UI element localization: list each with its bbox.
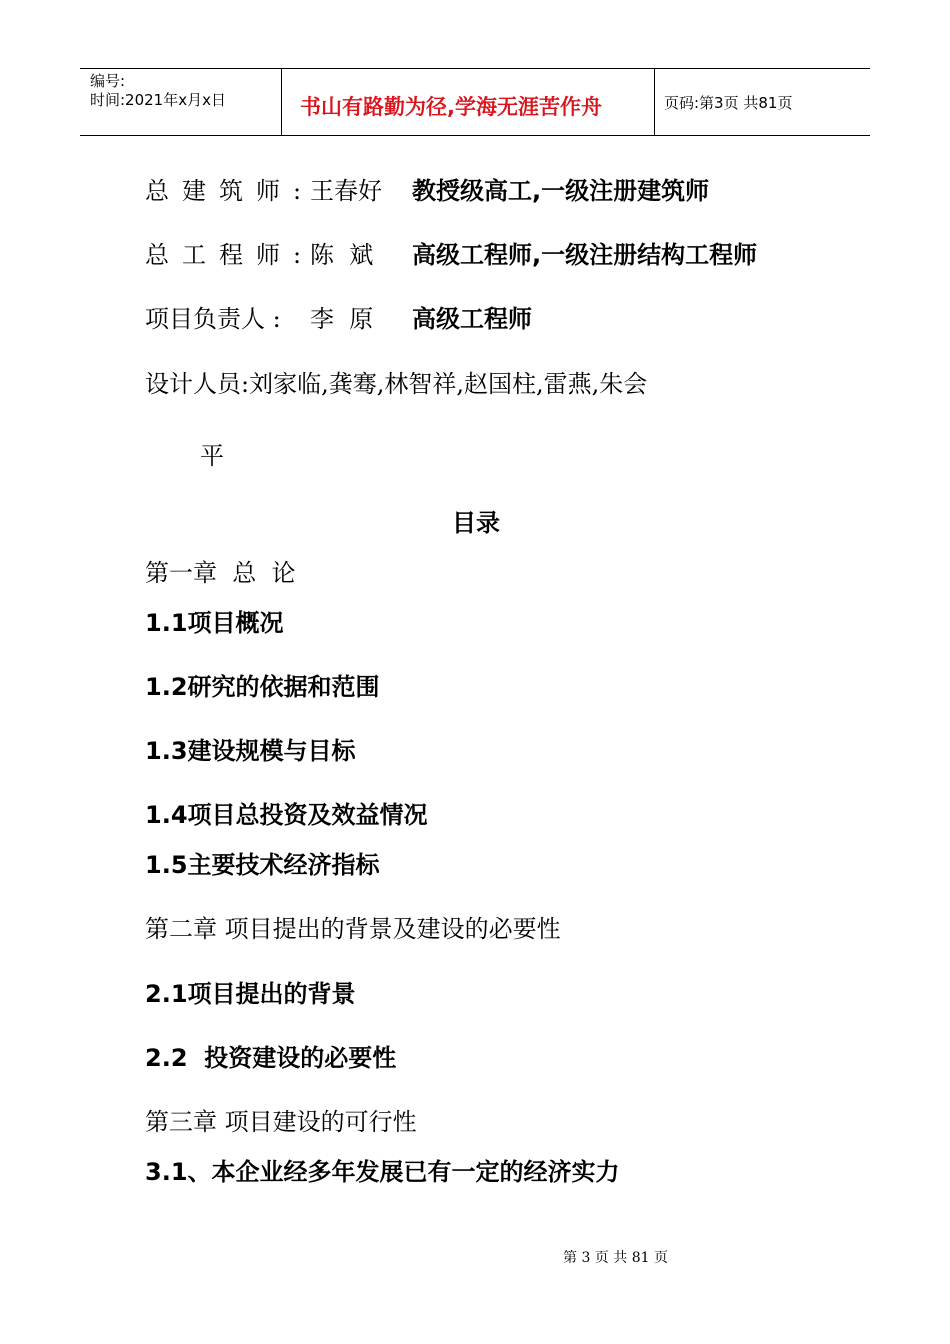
header-time-label: 时间:2021年x月x日 — [90, 91, 226, 109]
toc-entry-chapter: 第二章 项目提出的背景及建设的必要性 — [145, 915, 561, 943]
toc-entry: 1.2研究的依据和范围 — [145, 673, 380, 701]
header-top-border — [80, 68, 870, 69]
toc-entry: 2.2 投资建设的必要性 — [145, 1044, 397, 1072]
header-bottom-border — [80, 135, 870, 136]
staff-name: 陈 斌 — [310, 241, 374, 269]
toc-title: 目录 — [452, 509, 500, 537]
staff-role: 总建筑师: — [145, 177, 315, 205]
toc-entry: 2.1项目提出的背景 — [145, 980, 356, 1008]
header-number-label: 编号: — [90, 72, 126, 90]
toc-entry: 3.1、本企业经多年发展已有一定的经济实力 — [145, 1158, 620, 1186]
staff-role: 项目负责人 : — [145, 305, 281, 333]
toc-entry-chapter: 第一章 总 论 — [145, 559, 296, 587]
staff-name: 李 原 — [310, 305, 374, 333]
designers-line-continued: 平 — [200, 442, 224, 470]
header-divider-right — [654, 68, 655, 136]
staff-title: 高级工程师,一级注册结构工程师 — [412, 241, 758, 269]
header-divider-left — [281, 68, 282, 136]
staff-title: 高级工程师 — [412, 305, 532, 333]
designers-line: 设计人员:刘家临,龚骞,林智祥,赵国柱,雷燕,朱会 — [145, 370, 648, 398]
page-footer: 第 3 页 共 81 页 — [563, 1250, 668, 1266]
staff-name: 王春好 — [310, 177, 382, 205]
staff-role: 总工程师: — [145, 241, 315, 269]
staff-title: 教授级高工,一级注册建筑师 — [412, 177, 710, 205]
toc-entry: 1.5主要技术经济指标 — [145, 851, 380, 879]
header-motto: 书山有路勤为径,学海无涯苦作舟 — [300, 95, 602, 119]
toc-entry: 1.1项目概况 — [145, 609, 284, 637]
header-page-info: 页码:第3页 共81页 — [664, 94, 793, 112]
toc-entry: 1.4项目总投资及效益情况 — [145, 801, 428, 829]
toc-entry: 1.3建设规模与目标 — [145, 737, 356, 765]
toc-entry-chapter: 第三章 项目建设的可行性 — [145, 1108, 417, 1136]
